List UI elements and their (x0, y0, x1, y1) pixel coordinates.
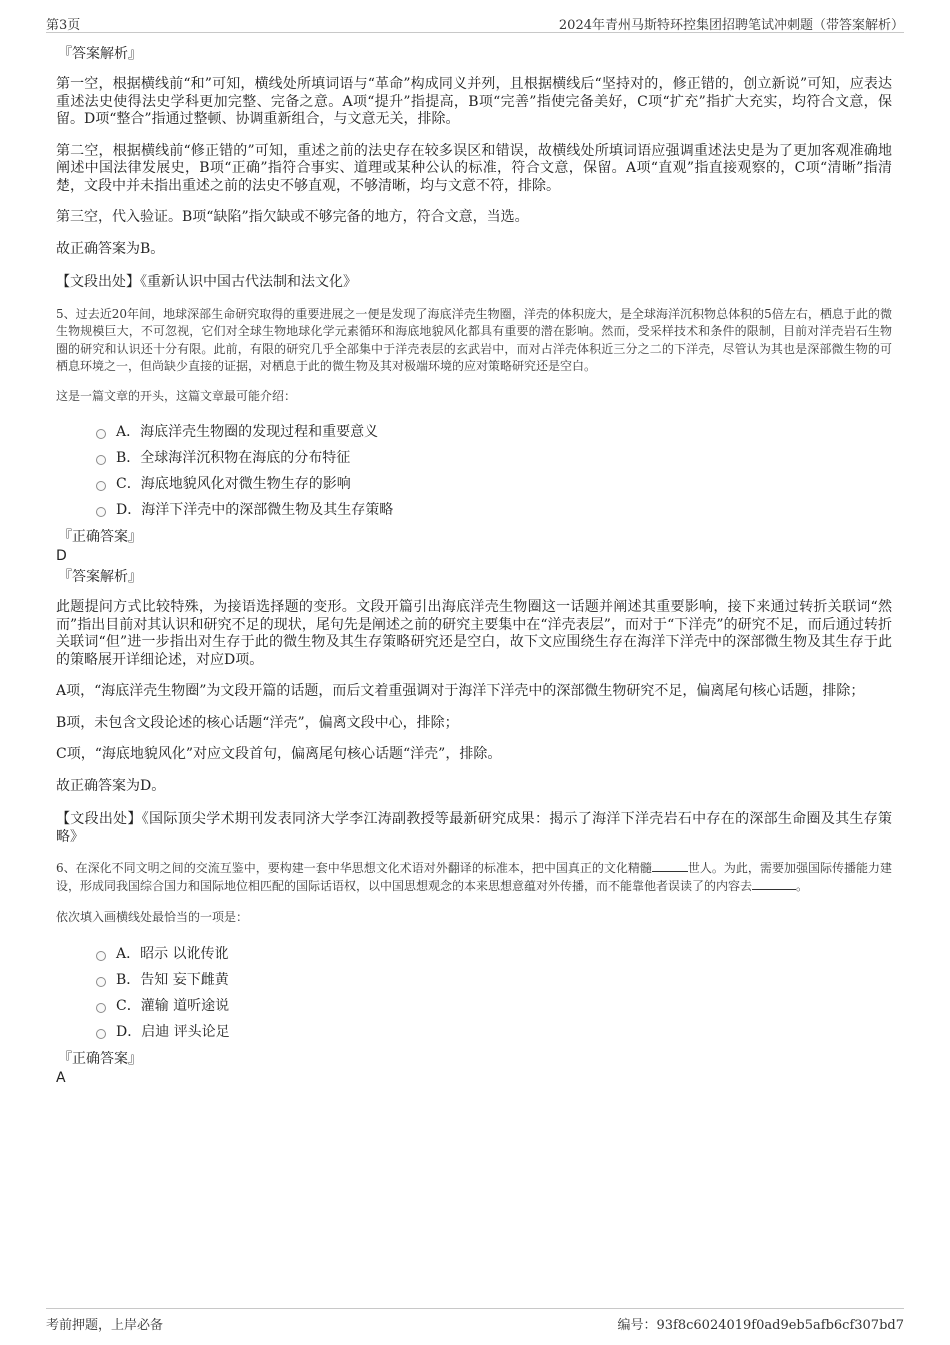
q5-prompt: 这是一篇文章的开头，这篇文章最可能介绍： (56, 388, 297, 403)
q4-analysis-label: 『答案解析』 (58, 46, 142, 62)
q6-option-b[interactable] (96, 967, 892, 993)
q6-option-a[interactable] (96, 941, 892, 967)
q6-answer: A (56, 1069, 66, 1086)
q5-options (56, 419, 892, 523)
footer-slogan: 考前押题，上岸必备 (46, 1318, 164, 1333)
q5-stem: 5、过去近20年间，地球深部生命研究取得的重要进展之一便是发现了海底洋壳生物圈，洋壳的体积庞大，是全球海洋沉积物总体积的5倍左右，栖息于此的微生物规模巨大，不可忽视，它们对全球生物地球化学元素循环和海底地貌风化都具有重要的潜在影响。然而，受采样技术和条件的限制，目前对洋壳岩石生物圈的研究和认识还十分有限。此前，有限的研究几乎全部集中于洋壳表层的玄武岩中，而对占洋壳体积近三分之二的下洋壳，尽管认为其也是深部微生物的可栖息环境之一，但尚缺少直接的证据，对栖息于此的微生物及其对极端环境的应对策略研究还是空白。 (56, 306, 892, 373)
q5-option-b[interactable] (96, 445, 892, 471)
radio-icon[interactable] (96, 429, 106, 439)
option-label: A．昭示 以讹传讹 (116, 945, 229, 962)
q5-answer-label: 『正确答案』 (58, 529, 142, 545)
q5-analysis-para-1: 此题提问方式比较特殊，为接语选择题的变形。文段开篇引出海底洋壳生物圈这一话题并阐述其重要影响，接下来通过转折关联词“然而”指出目前对其认识和研究不足的现状，尾句先是阐述之前的研究主要集中在“洋壳表层”，而对于“下洋壳”的研究不足，而后通过转折关联词“但”进一步指出对生存于此的微生物及其生存策略研究还是空白，故下文应围绕生存在海洋下洋壳中的深部微生物及其生存于此的策略展开详细论述，对应D项。 (56, 599, 892, 668)
q5-option-d[interactable] (96, 497, 892, 523)
q4-analysis-para-2: 第二空，根据横线前“修正错的”可知，重述之前的法史存在较多误区和错误，故横线处所填词语应强调重述法史是为了更加客观准确地阐述中国法律发展史，B项“正确”指符合事实、道理或某种公认的标准，符合文意，保留。A项“直观”指直接观察的，C项“清晰”指清楚，文段中并未指出重述之前的法史不够直观，不够清晰，均与文意不符，排除。 (56, 142, 892, 194)
document-serial: 编号：93f8c6024019f0ad9eb5afb6cf307bd7 (617, 1318, 904, 1333)
option-label: B．告知 妄下雌黄 (116, 971, 229, 988)
q4-analysis-para-3: 第三空，代入验证。B项“缺陷”指欠缺或不够完备的地方，符合文意，当选。 (56, 209, 529, 225)
q6-answer-label: 『正确答案』 (58, 1050, 142, 1067)
q6-stem-part-3: 。 (796, 878, 809, 893)
option-label: B．全球海洋沉积物在海底的分布特征 (116, 450, 351, 466)
radio-icon[interactable] (96, 455, 106, 465)
page-footer (46, 1308, 904, 1331)
option-label: D．启迪 评头论足 (116, 1023, 230, 1040)
q4-analysis-para-1: 第一空，根据横线前“和”可知，横线处所填词语与“革命”构成同义并列，且根据横线后“坚持对的，修正错的，创立新说”可知，应表达重述法史使得法史学科更加完整、完备之意。A项“提升”指提高，B项“完善”指使完备美好，C项“扩充”指扩大充实，均符合文意，保留。D项“整合”指通过整顿、协调重新组合，与文意无关，排除。 (56, 76, 892, 127)
q6-prompt: 依次填入画横线处最恰当的一项是： (56, 910, 249, 924)
q5-analysis-para-4: C项，“海底地貌风化”对应文段首句，偏离尾句核心话题“洋壳”，排除。 (56, 746, 502, 762)
q6-option-d[interactable] (96, 1019, 892, 1045)
q5-answer: D (56, 548, 67, 564)
q6-stem (56, 860, 892, 895)
option-label: D．海洋下洋壳中的深部微生物及其生存策略 (116, 502, 394, 518)
q4-source: 【文段出处】《重新认识中国古代法制和法文化》 (56, 274, 357, 290)
q6-blank-2 (752, 879, 796, 890)
option-label: A．海底洋壳生物圈的发现过程和重要意义 (116, 424, 379, 440)
radio-icon[interactable] (96, 977, 106, 987)
page-number: 第3页 (46, 18, 81, 33)
q6-blank-1 (652, 861, 688, 872)
q5-analysis-label: 『答案解析』 (58, 569, 142, 585)
q5-option-c[interactable] (96, 471, 892, 497)
q6-option-c[interactable] (96, 993, 892, 1019)
radio-icon[interactable] (96, 507, 106, 517)
option-label: C．灌输 道听途说 (116, 997, 230, 1014)
q5-analysis-para-3: B项，未包含文段论述的核心话题“洋壳”，偏离文段中心，排除； (56, 714, 459, 731)
q6-stem-part-2: 世人。为此，需要加强国际传播能力建设，形成同我国综合国力和国际地位相匹配的国际话语权，以中国思想观念的本来思想意蕴对外传播，而不能靠他者误读了的内容去 (56, 861, 892, 893)
document-title: 2024年青州马斯特环控集团招聘笔试冲刺题（带答案解析） (558, 18, 904, 33)
page-content (56, 44, 892, 1087)
radio-icon[interactable] (96, 1029, 106, 1039)
q5-analysis-para-2: A项，“海底洋壳生物圈”为文段开篇的话题，而后文着重强调对于海洋下洋壳中的深部微生物研究不足，偏离尾句核心话题，排除； (56, 683, 865, 699)
q5-conclusion: 故正确答案为D。 (56, 777, 166, 794)
radio-icon[interactable] (96, 481, 106, 491)
radio-icon[interactable] (96, 1003, 106, 1013)
radio-icon[interactable] (96, 951, 106, 961)
q6-stem-part-1: 6、在深化不同文明之间的交流互鉴中，要构建一套中华思想文化术语对外翻译的标准本，把中国真正的文化精髓 (56, 861, 652, 875)
page-header (46, 12, 904, 33)
option-label: C．海底地貌风化对微生物生存的影响 (116, 476, 351, 492)
q5-option-a[interactable] (96, 419, 892, 445)
q4-conclusion: 故正确答案为B。 (56, 240, 165, 257)
q6-options (56, 941, 892, 1045)
q5-source: 【文段出处】《国际顶尖学术期刊发表同济大学李江涛副教授等最新研究成果：揭示了海洋下洋壳岩石中存在的深部生命圈及其生存策略》 (56, 811, 892, 845)
